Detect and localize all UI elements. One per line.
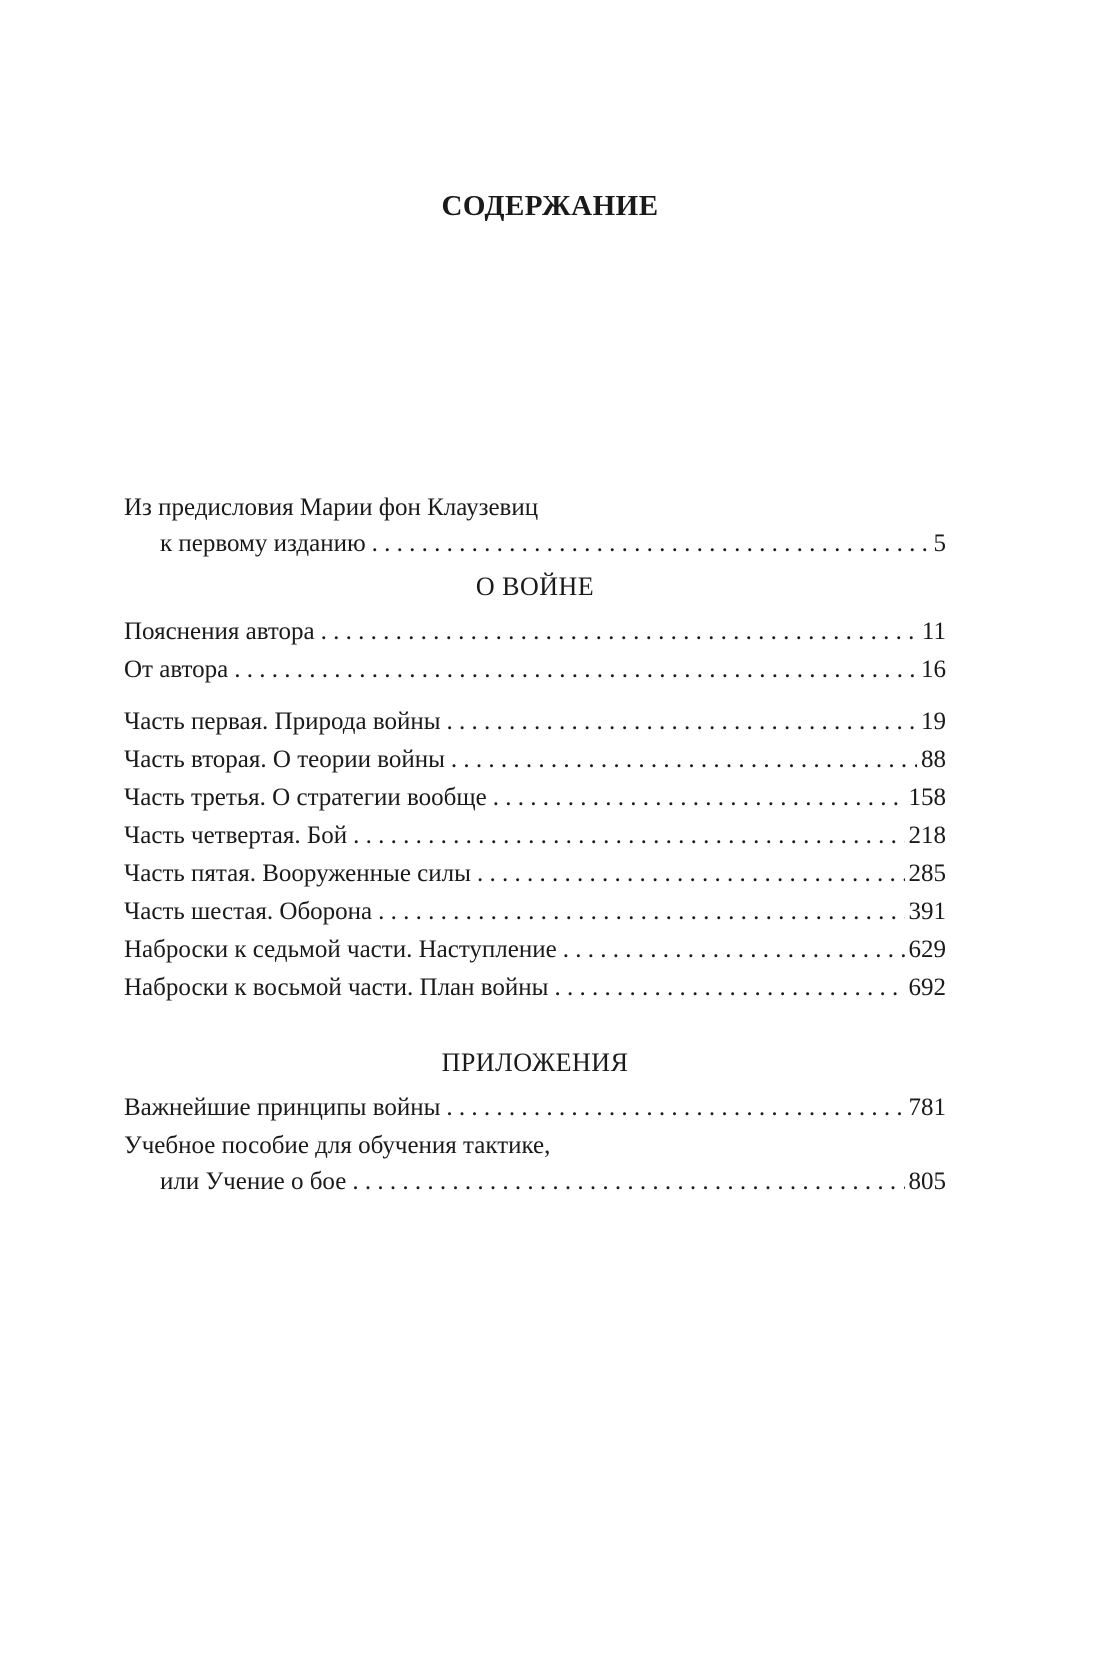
toc-entry-title-line1: Из предисловия Марии фон Клаузевиц: [124, 494, 539, 521]
toc-entry-title: Наброски к восьмой части. План войны: [124, 974, 549, 1001]
toc-page-number: 88: [921, 746, 946, 773]
dot-leader: [446, 1090, 904, 1126]
toc-page-number: 19: [921, 708, 946, 735]
toc-page-number: 5: [933, 530, 946, 557]
toc-entry[interactable]: [124, 932, 946, 968]
toc-entry-title: Часть вторая. О теории войны: [124, 746, 445, 773]
toc-page-number: 781: [908, 1094, 946, 1121]
toc-entry[interactable]: [124, 856, 946, 892]
toc-entry-title: Наброски к седьмой части. Наступление: [124, 936, 557, 963]
toc-page-number: 391: [908, 898, 946, 925]
toc-page-number: 11: [921, 618, 946, 645]
toc-entry-title: Часть четвертая. Бой: [124, 822, 348, 849]
dot-leader: [477, 856, 905, 892]
toc-entry-title: Часть пятая. Вооруженные силы: [124, 860, 471, 887]
dot-leader: [321, 614, 918, 650]
dot-leader: [451, 742, 917, 778]
toc-entry[interactable]: [124, 818, 946, 854]
toc-entry[interactable]: [124, 614, 946, 650]
toc-entry[interactable]: [124, 1128, 946, 1200]
toc-entry-title: к первому изданию: [160, 530, 366, 557]
dot-leader: [372, 526, 930, 562]
section-heading-appendices: ПРИЛОЖЕНИЯ: [441, 1048, 629, 1077]
toc-entry[interactable]: [124, 704, 946, 740]
toc-entry-title: Часть первая. Природа войны: [124, 708, 441, 735]
toc-entry[interactable]: [124, 780, 946, 816]
dot-leader: [378, 894, 904, 930]
toc-entry-title: Важнейшие принципы войны: [124, 1094, 441, 1121]
toc-entry-preface[interactable]: [124, 490, 946, 562]
toc-entry[interactable]: [124, 894, 946, 930]
page-title: СОДЕРЖАНИЕ: [441, 190, 659, 222]
toc-page-number: 158: [908, 784, 946, 811]
dot-leader: [493, 780, 905, 816]
dot-leader: [353, 818, 904, 854]
toc-entry-title: От автора: [124, 656, 229, 683]
toc-entry[interactable]: [124, 1090, 946, 1126]
section-heading-on-war: О ВОЙНЕ: [475, 572, 595, 601]
toc-entry-title: Пояснения автора: [124, 618, 315, 645]
toc-page-number: 629: [908, 936, 946, 963]
dot-leader: [352, 1164, 904, 1200]
dot-leader: [563, 932, 905, 968]
toc-entry-title: Часть шестая. Оборона: [124, 898, 373, 925]
toc-page-number: 692: [908, 974, 946, 1001]
toc-entry-title-line1: Учебное пособие для обучения тактике,: [124, 1132, 551, 1159]
toc-entry-title: Часть третья. О стратегии вообще: [124, 784, 487, 811]
dot-leader: [234, 652, 917, 688]
dot-leader: [554, 970, 904, 1006]
toc-entry-title: или Учение о бое: [160, 1168, 347, 1195]
toc-page-number: 16: [921, 656, 946, 683]
toc-page-number: 285: [908, 860, 946, 887]
dot-leader: [447, 704, 917, 740]
toc-page-number: 218: [908, 822, 946, 849]
toc-entry[interactable]: [124, 742, 946, 778]
toc-page-number: 805: [908, 1168, 946, 1195]
toc-entry[interactable]: [124, 652, 946, 688]
toc-entry[interactable]: [124, 970, 946, 1006]
